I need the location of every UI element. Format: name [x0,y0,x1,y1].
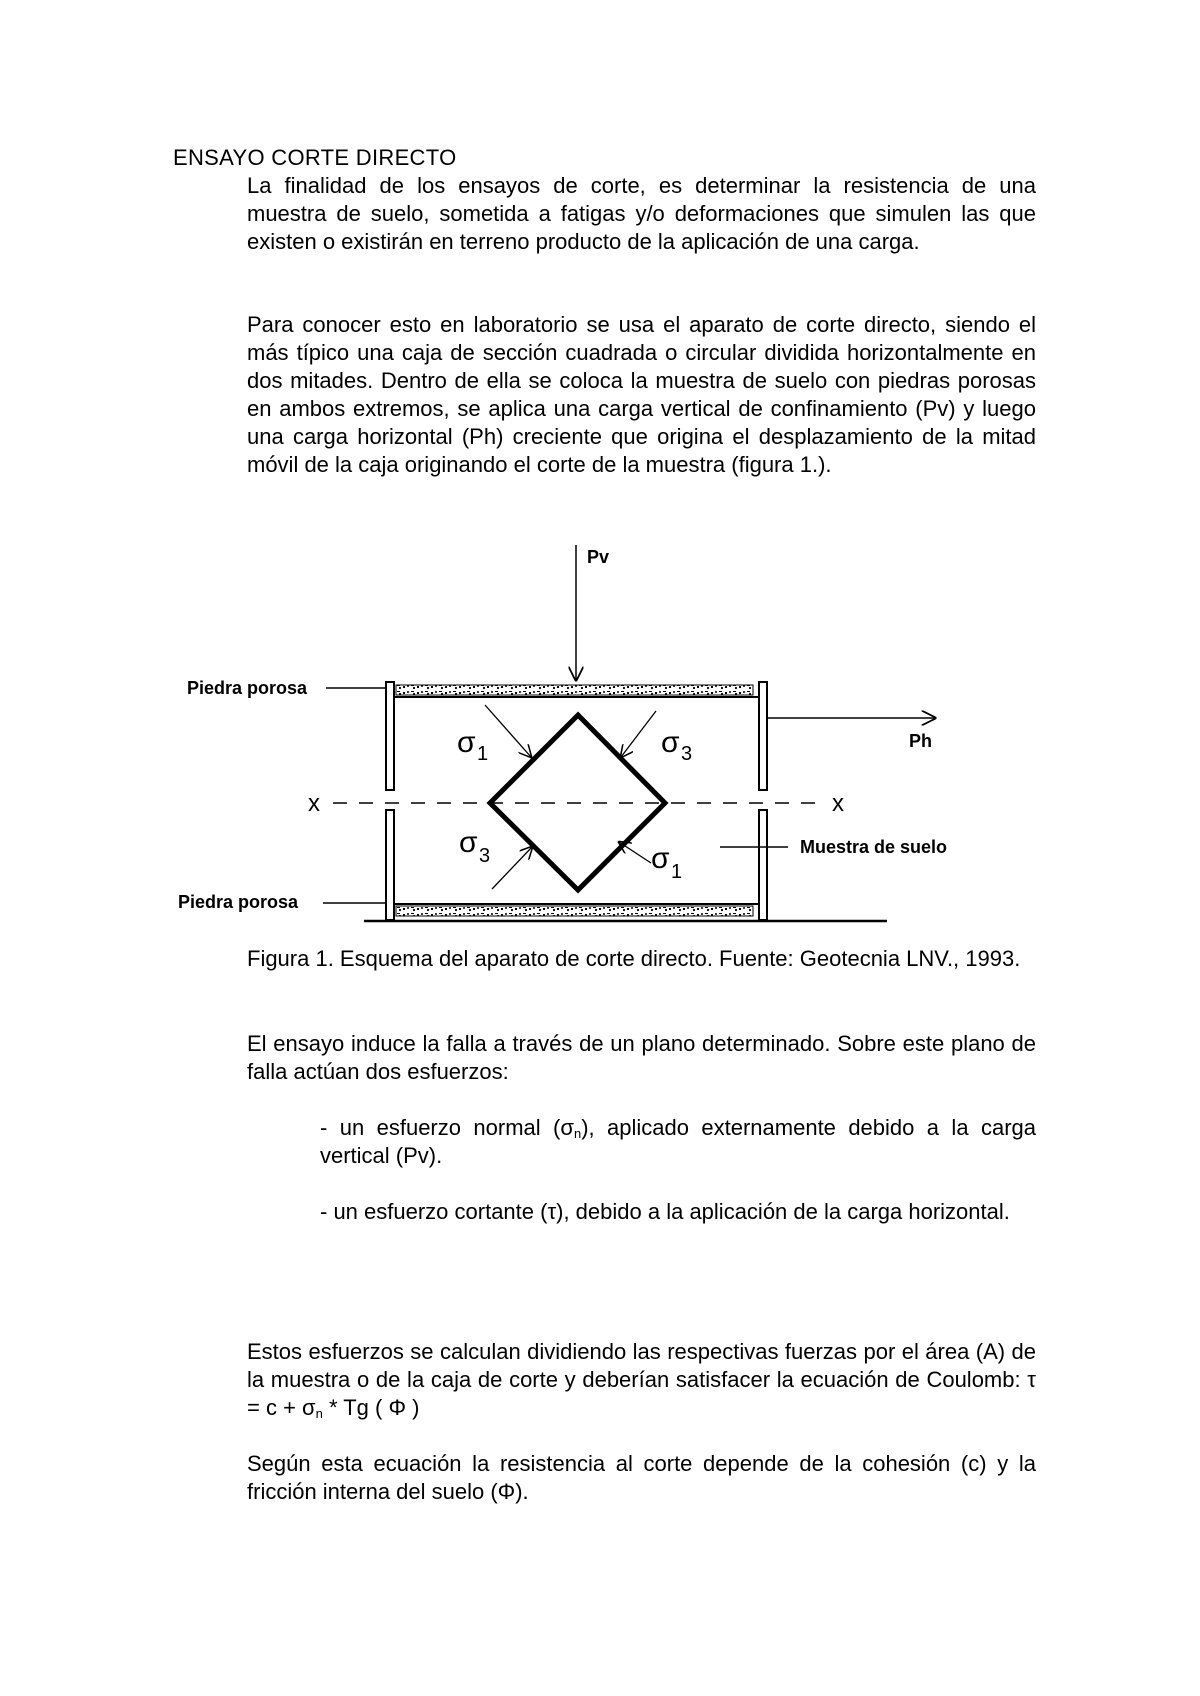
ph-label: Ph [909,731,933,751]
coulomb-text-end: * Tg ( Φ ) [322,1395,420,1420]
shear-stress-bullet: - un esfuerzo cortante (τ), debido a la aplicación de la carga horizontal. [320,1199,1010,1224]
shear-box [364,682,887,921]
svg-text:3: 3 [681,743,693,765]
svg-text:1: 1 [477,743,489,765]
svg-text:3: 3 [479,845,491,867]
sigma3-bottom-arrow [492,847,532,889]
top-porous-stone [396,685,753,695]
soil-sample-element [490,715,665,890]
x-right-label: x [832,790,844,817]
svg-text:σ: σ [459,826,478,859]
top-porous-stone-label: Piedra porosa [187,678,308,698]
pv-label: Pv [587,547,610,567]
sigma1-bottom-symbol [651,842,682,883]
svg-text:σ: σ [661,726,680,759]
resistance-paragraph: Según esta ecuación la resistencia al corte depende de la cohesión (c) y la fricción interna del suelo (Φ). [247,1451,1036,1504]
normal-stress-bullet [320,1114,1036,1170]
coulomb-text-start: Estos esfuerzos se calculan dividiendo las respectivas fuerzas por el área (A) de la muestra o de la caja de corte y deberían satisfacer la ecuación de Coulomb: τ = c + σ [247,1339,1036,1420]
x-left-label: x [308,790,320,817]
bottom-porous-stone-label: Piedra porosa [178,892,299,912]
soil-sample-label: Muestra de suelo [800,837,948,857]
sigma3-top-symbol [661,726,692,765]
sigma1-bottom-arrow [619,842,651,863]
sigma1-top-arrow [485,705,531,757]
coulomb-subscript: n [315,1406,323,1421]
coulomb-paragraph [247,1338,1036,1422]
bottom-porous-stone [396,906,753,916]
svg-text:σ: σ [457,726,476,759]
bullet1-text-end: ), aplicado externamente debido a la carga vertical (Pv). [320,1115,1036,1168]
sigma3-bottom-symbol [459,826,490,867]
svg-text:σ: σ [651,842,670,875]
failure-plane-paragraph: El ensayo induce la falla a través de un plano determinado. Sobre este plano de falla actúan dos esfuerzos: [247,1031,1036,1084]
document-title: ENSAYO CORTE DIRECTO [173,145,457,170]
bullet1-subscript: n [573,1126,582,1141]
sigma3-top-arrow [621,711,656,757]
sigma1-top-symbol [457,726,488,765]
figure-caption: Figura 1. Esquema del aparato de corte directo. Fuente: Geotecnia LNV., 1993. [247,946,1021,971]
intro-paragraph: La finalidad de los ensayos de corte, es determinar la resistencia de una muestra de suelo, sometida a fatigas y/o deformaciones que simulen las que existen o existirán en terreno producto de la aplicación de una carga. [247,173,1036,254]
svg-text:1: 1 [671,861,683,883]
bullet1-text-start: - un esfuerzo normal (σ [320,1115,574,1140]
apparatus-paragraph: Para conocer esto en laboratorio se usa el aparato de corte directo, siendo el más típico una caja de sección cuadrada o circular dividida horizontalmente en dos mitades. Dentro de ella se coloca la muestra de suelo con piedras porosas en ambos extremos, se aplica una carga vertical de confinamiento (Pv) y luego una carga horizontal (Ph) creciente que origina el desplazamiento de la mitad móvil de la caja originando el corte de la muestra (figura 1.). [247,312,1036,477]
